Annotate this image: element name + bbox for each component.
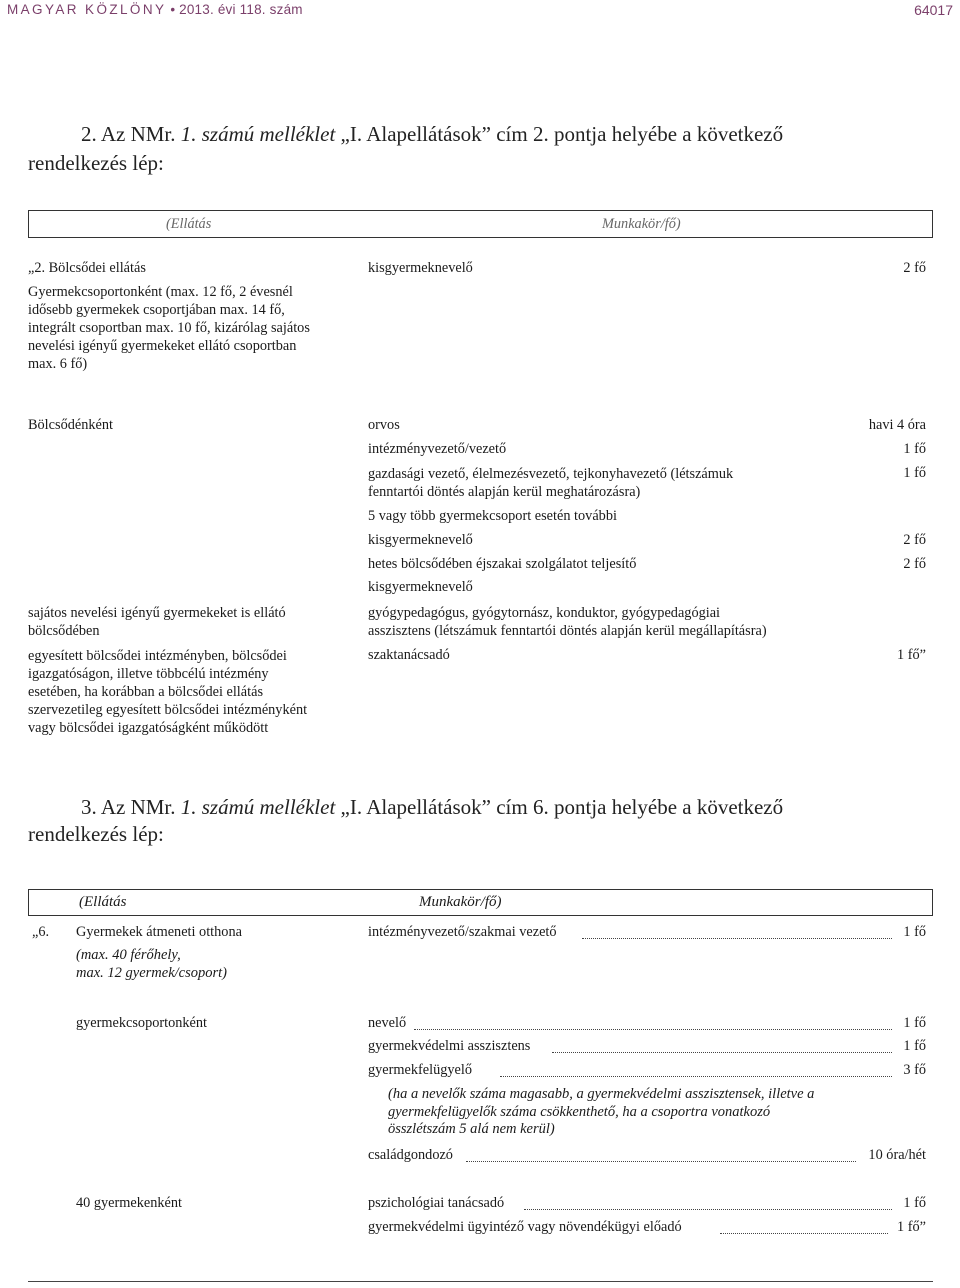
label-line: igazgatóságon, illetve többcélú intézmény	[28, 666, 269, 682]
desc-line: max. 6 fő)	[28, 356, 88, 372]
role-family-worker: családgondozó	[368, 1147, 453, 1163]
role-row: gyermekvédelmi ügyintéző vagy növendékügyi előadó	[368, 1219, 682, 1235]
role-row: gyermekvédelmi asszisztens	[368, 1038, 531, 1054]
section2-intro-a: 2. Az NMr.	[81, 122, 176, 146]
dot-leader	[524, 1209, 892, 1210]
label-line: szervezetileg egyesített bölcsődei intézményként	[28, 702, 308, 718]
page-number: 64017	[914, 2, 953, 18]
section3-intro-line2: rendelkezés lép:	[28, 822, 164, 846]
section3-intro-annex: 1. számú melléklet	[180, 795, 336, 819]
count-cell: 1 fő	[903, 441, 926, 457]
count-cell: 10 óra/hét	[868, 1147, 926, 1163]
count-cell: 1 fő	[903, 924, 926, 940]
count-cell: 1 fő	[903, 1038, 926, 1054]
role-kisgyermeknevelo: kisgyermeknevelő	[368, 260, 473, 276]
count-cell: 1 fő	[903, 465, 926, 481]
unified-institution-label	[28, 647, 307, 737]
dot-leader	[720, 1233, 888, 1234]
label-line: vagy bölcsődei igazgatóságként működött	[28, 720, 269, 736]
role-line: gazdasági vezető, élelmezésvezető, tejkonyhavezető (létszámuk	[368, 466, 734, 482]
role-line: fenntartói döntés alapján kerül meghatározásra)	[368, 484, 641, 500]
dot-leader	[466, 1161, 856, 1162]
role-szaktanacsado: szaktanácsadó	[368, 647, 450, 663]
count-cell: havi 4 óra	[868, 417, 926, 433]
role-row	[368, 465, 733, 501]
column-header-munkakor: Munkakör/fő)	[419, 894, 502, 910]
group-note	[388, 1086, 814, 1139]
role-line: gyógypedagógus, gyógytornász, konduktor, gyógypedagógiai	[368, 605, 721, 621]
section2-intro-line1	[81, 122, 783, 147]
nursery-care-title: „2. Bölcsődei ellátás	[28, 260, 146, 276]
label-line: sajátos nevelési igényű gyermekeket is ellátó	[28, 605, 286, 621]
section3-intro-c: „I. Alapellátások” cím 6. pontja helyébe a következő	[340, 795, 784, 819]
column-header-ellatas: (Ellátás	[79, 894, 127, 910]
role-row: hetes bölcsődében éjszakai szolgálatot teljesítő	[368, 556, 637, 572]
column-header-munkakor: Munkakör/fő)	[602, 216, 681, 232]
desc-line: Gyermekcsoportonként (max. 12 fő, 2 évesnél	[28, 284, 293, 300]
journal-title: MAGYAR KÖZLÖNY	[7, 2, 167, 17]
running-header	[7, 2, 303, 17]
count-cell: 1 fő	[903, 1015, 926, 1031]
label-line: egyesített bölcsődei intézményben, bölcsődei	[28, 648, 287, 664]
count-cell: 1 fő”	[897, 1219, 926, 1235]
dot-leader	[582, 938, 892, 939]
nursery-care-desc	[28, 283, 310, 373]
item-number: „6.	[32, 924, 50, 940]
role-row: 5 vagy több gyermekcsoport esetén további	[368, 508, 617, 524]
sub-line: max. 12 gyermek/csoport)	[76, 964, 227, 981]
header-bullet: •	[170, 2, 176, 17]
note-line: (ha a nevelők száma magasabb, a gyermekvédelmi asszisztensek, illetve a	[388, 1086, 815, 1102]
bottom-rule	[28, 1281, 933, 1282]
item-title: Gyermekek átmeneti otthona	[76, 924, 242, 940]
label-line: esetében, ha korábban a bölcsődei ellátás	[28, 684, 264, 700]
item-subtitle	[76, 947, 227, 982]
section2-column-header	[28, 210, 933, 238]
note-line: összlétszám 5 alá nem kerül)	[388, 1121, 555, 1137]
role-row: nevelő	[368, 1015, 407, 1031]
group-label: gyermekcsoportonként	[76, 1015, 208, 1031]
note-line: gyermekfelügyelők száma csökkenthető, ha a csoportra vonatkozó	[388, 1103, 771, 1120]
role-row: kisgyermeknevelő	[368, 579, 473, 595]
section3-intro-a: 3. Az NMr.	[81, 795, 176, 819]
dot-leader	[500, 1076, 892, 1077]
role-row: pszichológiai tanácsadó	[368, 1195, 505, 1211]
role-row: kisgyermeknevelő	[368, 532, 473, 548]
label-line: bölcsődében	[28, 623, 100, 639]
sub-line: (max. 40 férőhely,	[76, 947, 181, 963]
role-row: gyermekfelügyelő	[368, 1062, 473, 1078]
section3-intro-line1	[81, 795, 783, 820]
special-needs-label	[28, 604, 286, 640]
per-nursery-label: Bölcsődénként	[28, 417, 113, 433]
special-needs-roles	[368, 604, 767, 640]
role-institution-head: intézményvezető/szakmai vezető	[368, 924, 557, 940]
count-cell: 2 fő	[903, 556, 926, 572]
role-row: intézményvezető/vezető	[368, 441, 507, 457]
column-header-ellatas: (Ellátás	[166, 216, 212, 232]
section2-intro-annex: 1. számú melléklet	[180, 122, 336, 146]
role-row: orvos	[368, 417, 400, 433]
count-2-fo: 2 fő	[903, 260, 926, 276]
forty-children-label: 40 gyermekenként	[76, 1195, 182, 1211]
desc-line: integrált csoportban max. 10 fő, kizárólag sajátos	[28, 320, 310, 336]
desc-line: idősebb gyermekek csoportjában max. 14 fő,	[28, 302, 285, 318]
dot-leader	[552, 1052, 892, 1053]
count-cell: 1 fő”	[897, 647, 926, 663]
role-line: asszisztens (létszámuk fenntartói döntés alapján kerül megállapításra)	[368, 623, 767, 639]
dot-leader	[414, 1029, 892, 1030]
issue-label: 2013. évi 118. szám	[179, 2, 303, 17]
count-cell: 3 fő	[903, 1062, 926, 1078]
count-cell: 2 fő	[903, 532, 926, 548]
section2-intro-line2: rendelkezés lép:	[28, 151, 164, 175]
section2-intro-c: „I. Alapellátások” cím 2. pontja helyébe a következő	[340, 122, 784, 146]
section3-column-header	[28, 889, 933, 916]
desc-line: nevelési igényű gyermekeket ellátó csoportban	[28, 338, 297, 354]
count-cell: 1 fő	[903, 1195, 926, 1211]
